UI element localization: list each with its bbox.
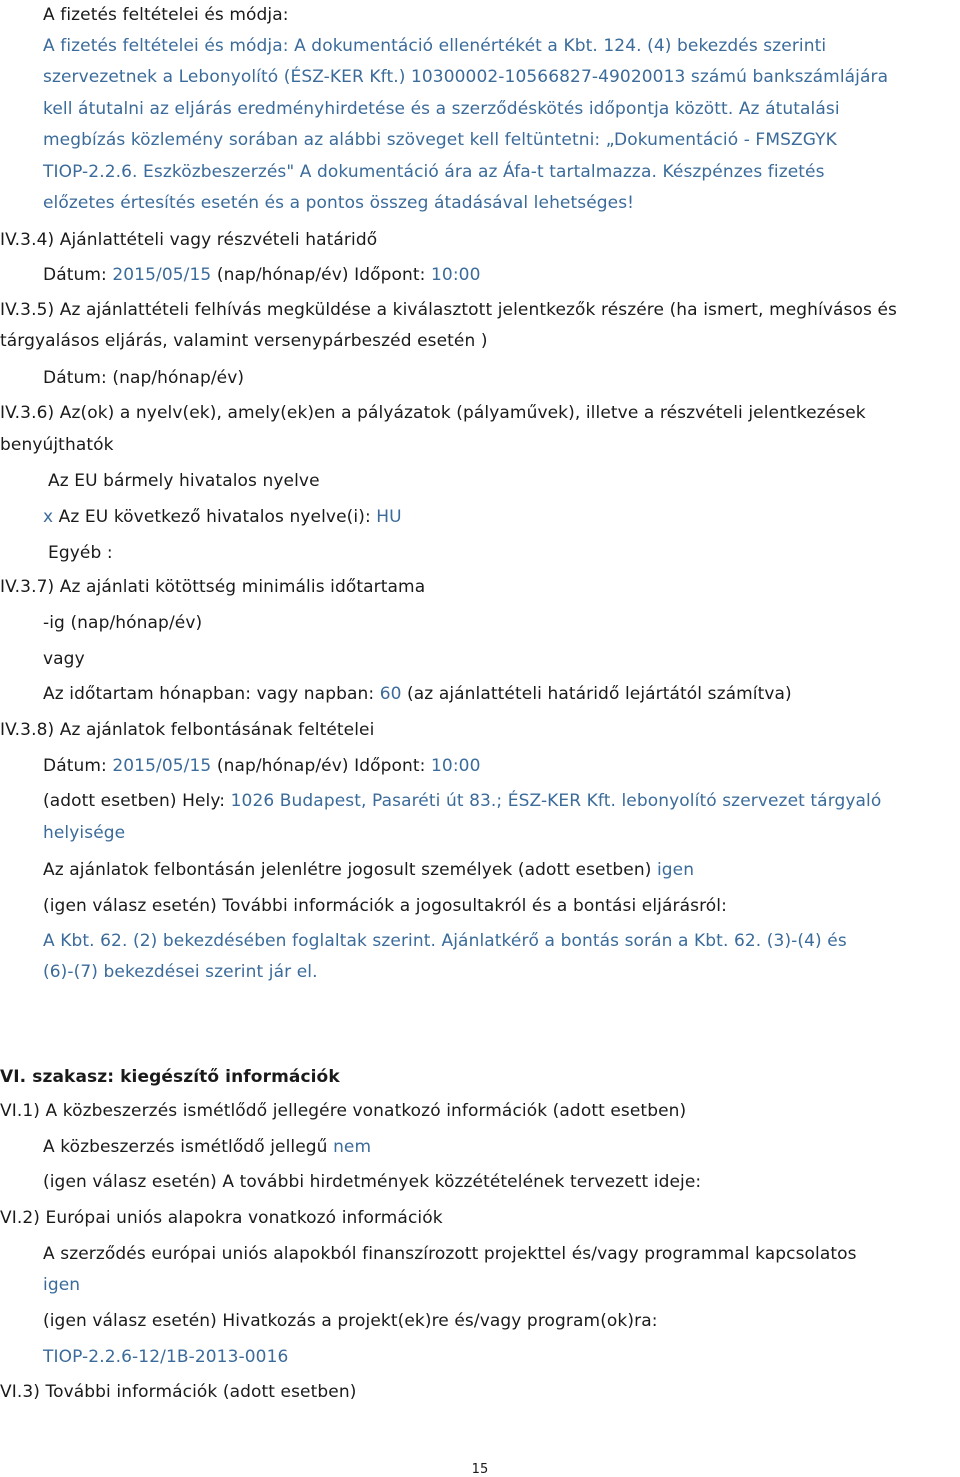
- iv34-date-line: [43, 264, 481, 286]
- payment-line-5: TIOP-2.2.6. Eszközbeszerzés" A dokumentáció ára az Áfa-t tartalmazza. Készpénzes fizetés: [43, 162, 825, 182]
- payment-line-3: kell átutalni az eljárás eredményhirdetése és a szerződéskötés időpontja között. Az átutalási: [43, 99, 840, 119]
- iv34-time-value: 10:00: [431, 265, 481, 285]
- section-iv-3-7-heading: IV.3.7) Az ajánlati kötöttség minimális időtartama: [0, 577, 426, 597]
- payment-line-1: A fizetés feltételei és módja: A dokumentáció ellenértékét a Kbt. 124. (4) bekezdés szerinti: [43, 36, 827, 56]
- iv38-info-label: (igen válasz esetén) További információk a jogosultakról és a bontási eljárásról:: [43, 896, 727, 916]
- section-iv-3-5-heading-1: IV.3.5) Az ajánlattételi felhívás megküldése a kiválasztott jelentkezők részére (ha ismert, meghívásos és: [0, 300, 897, 320]
- iv37-date-line: -ig (nap/hónap/év): [43, 613, 203, 633]
- iv36-language-value: HU: [376, 507, 402, 527]
- vi1-schedule-line: (igen válasz esetén) A további hirdetmények közzétételének tervezett ideje:: [43, 1172, 702, 1192]
- vi2-reference-label: (igen válasz esetén) Hivatkozás a projekt(ek)re és/vagy program(ok)ra:: [43, 1311, 658, 1331]
- iv38-date-format: (nap/hónap/év) Időpont:: [211, 756, 431, 776]
- iv38-persons-label: Az ajánlatok felbontásán jelenlétre jogosult személyek (adott esetben): [43, 860, 657, 880]
- iv36-option-other: Egyéb :: [48, 543, 113, 563]
- iv37-duration-line: [43, 683, 792, 705]
- page-number: 15: [471, 1462, 489, 1477]
- iv38-info-value-2: (6)-(7) bekezdései szerint jár el.: [43, 962, 318, 982]
- iv37-duration-suffix: (az ajánlattételi határidő lejártától számítva): [401, 684, 792, 704]
- section-iv-3-5-heading-2: tárgyalásos eljárás, valamint versenypárbeszéd esetén ): [0, 331, 488, 351]
- iv38-place-line: [43, 790, 881, 812]
- section-iv-3-6-heading-2: benyújthatók: [0, 435, 114, 455]
- vi2-reference-value: TIOP-2.2.6-12/1B-2013-0016: [43, 1347, 289, 1367]
- payment-line-6: előzetes értesítés esetén és a pontos összeg átadásával lehetséges!: [43, 193, 635, 213]
- iv36-checked-mark: x: [43, 507, 54, 527]
- payment-line-2: szervezetnek a Lebonyolító (ÉSZ-KER Kft.) 10300002-10566827-49020013 számú bankszámlájára: [43, 67, 889, 87]
- iv38-place-label: (adott esetben) Hely:: [43, 791, 231, 811]
- section-vi-1-heading: VI.1) A közbeszerzés ismétlődő jellegére vonatkozó információk (adott esetben): [0, 1101, 687, 1121]
- section-vi-2-heading: VI.2) Európai uniós alapokra vonatkozó információk: [0, 1208, 443, 1228]
- iv37-days-value: 60: [379, 684, 402, 704]
- iv38-place-value-cont: helyisége: [43, 823, 126, 843]
- section-vi-heading: VI. szakasz: kiegészítő információk: [0, 1067, 340, 1087]
- iv38-date-label: Dátum:: [43, 756, 113, 776]
- section-iv-3-4-heading: IV.3.4) Ajánlattételi vagy részvételi határidő: [0, 230, 378, 250]
- iv38-persons-value: igen: [656, 860, 695, 880]
- iv36-option-label: Az EU következő hivatalos nyelve(i):: [53, 507, 377, 527]
- iv34-date-format: (nap/hónap/év) Időpont:: [211, 265, 431, 285]
- vi1-recurring-value: nem: [333, 1137, 372, 1157]
- iv36-option-specific-language: [43, 506, 402, 528]
- vi1-recurring-line: [43, 1136, 371, 1158]
- iv37-duration-label: Az időtartam hónapban: vagy napban:: [43, 684, 380, 704]
- vi2-eu-funds-line: A szerződés európai uniós alapokból finanszírozott projekttel és/vagy programmal kapcsolatos: [43, 1244, 857, 1264]
- iv36-option-any-eu-language: Az EU bármely hivatalos nyelve: [48, 471, 320, 491]
- payment-heading: A fizetés feltételei és módja:: [43, 5, 289, 25]
- payment-line-4: megbízás közlemény sorában az alábbi szöveget kell feltüntetni: „Dokumentáció - FMSZGYK: [43, 130, 837, 150]
- iv38-date-value: 2015/05/15: [112, 756, 212, 776]
- iv38-place-value: 1026 Budapest, Pasaréti út 83.; ÉSZ-KER Kft. lebonyolító szervezet tárgyaló: [230, 791, 882, 811]
- section-iv-3-6-heading-1: IV.3.6) Az(ok) a nyelv(ek), amely(ek)en a pályázatok (pályaművek), illetve a részvételi jelentkezések: [0, 403, 866, 423]
- vi2-eu-funds-value: igen: [43, 1275, 81, 1295]
- iv38-date-line: [43, 755, 481, 777]
- iv38-persons-line: [43, 859, 694, 881]
- iv38-time-value: 10:00: [431, 756, 481, 776]
- iv38-info-value-1: A Kbt. 62. (2) bekezdésében foglaltak szerint. Ajánlatkérő a bontás során a Kbt. 62. (3)-(4) és: [43, 931, 847, 951]
- iv34-date-value: 2015/05/15: [112, 265, 212, 285]
- section-vi-3-heading: VI.3) További információk (adott esetben): [0, 1382, 357, 1402]
- iv34-date-label: Dátum:: [43, 265, 113, 285]
- vi1-recurring-label: A közbeszerzés ismétlődő jellegű: [43, 1137, 334, 1157]
- iv35-date-line: Dátum: (nap/hónap/év): [43, 368, 245, 388]
- iv37-or: vagy: [43, 649, 85, 669]
- section-iv-3-8-heading: IV.3.8) Az ajánlatok felbontásának feltételei: [0, 720, 375, 740]
